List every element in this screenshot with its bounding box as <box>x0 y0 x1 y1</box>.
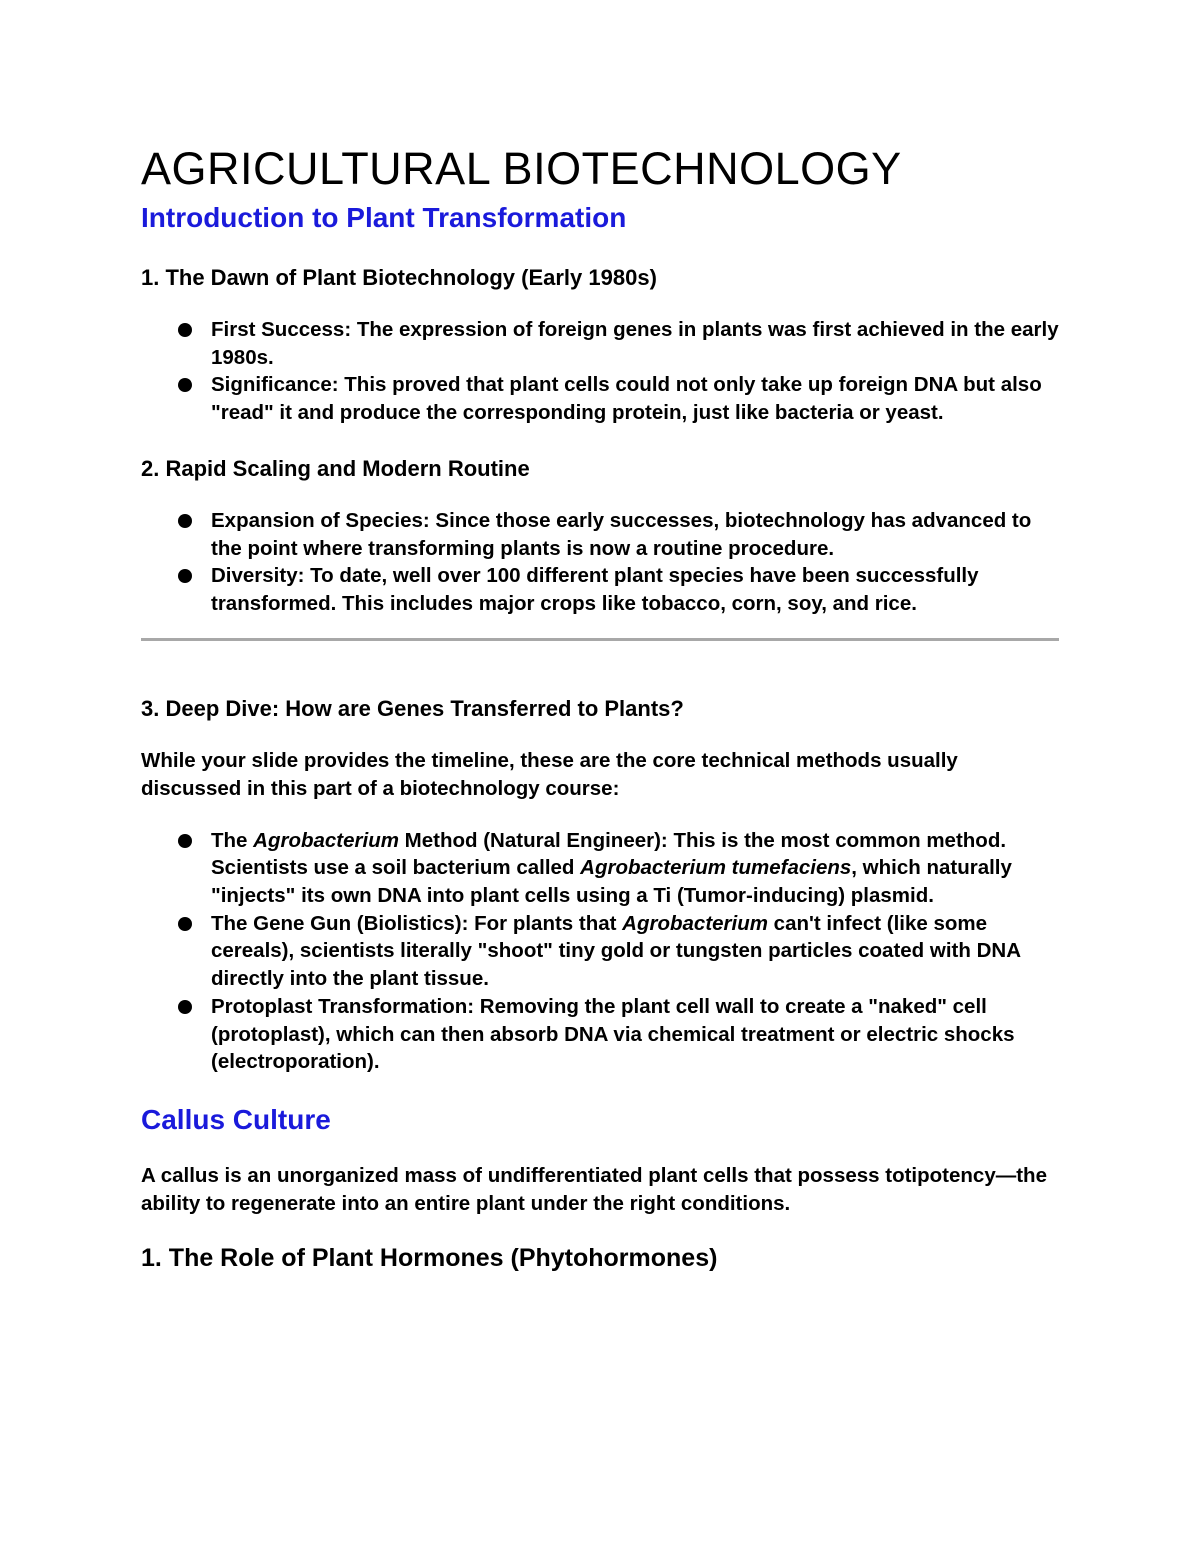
list-item-text: Diversity: To date, well over 100 different plant species have been successfully transformed. This includes major crops like tobacco, corn, soy, and rice. <box>211 564 979 615</box>
list-item <box>141 371 1059 426</box>
section1-heading: 1. The Dawn of Plant Biotechnology (Early 1980s) <box>141 265 657 290</box>
bullet-icon <box>178 917 192 931</box>
section3-bullet-list <box>141 827 1059 1076</box>
bullet-icon <box>178 378 192 392</box>
document-title: AGRICULTURAL BIOTECHNOLOGY <box>141 143 902 194</box>
document-page <box>141 140 1059 1272</box>
section2-bullet-list <box>141 507 1059 618</box>
list-item-text: The Gene Gun (Biolistics): For plants that Agrobacterium can't infect (like some cereals), scientists literally "shoot" tiny gold or tungsten particles coated with DNA directly into the plant tissue. <box>211 911 1021 991</box>
list-item-text: The Agrobacterium Method (Natural Engineer): This is the most common method. Scientists use a soil bacterium called Agrobacterium tumefaciens, which naturally "injects" its own DNA into plant cells using a Ti (Tumor-inducing) plasmid. <box>211 828 1012 908</box>
list-item-text: Expansion of Species: Since those early successes, biotechnology has advanced to the point where transforming plants is now a routine procedure. <box>211 508 1032 560</box>
bullet-icon <box>178 1000 192 1014</box>
list-item <box>141 507 1059 562</box>
list-item-text: First Success: The expression of foreign genes in plants was first achieved in the early 1980s. <box>211 318 1059 369</box>
bullet-icon <box>178 569 192 583</box>
bullet-icon <box>178 514 192 528</box>
bullet-icon <box>178 834 192 848</box>
bullet-icon <box>178 323 192 337</box>
section2-heading: 2. Rapid Scaling and Modern Routine <box>141 455 530 481</box>
section1-bullet-list <box>141 316 1059 427</box>
callus-heading: Callus Culture <box>141 1103 331 1135</box>
list-item <box>141 993 1059 1076</box>
section3-heading: 3. Deep Dive: How are Genes Transferred to Plants? <box>141 695 684 721</box>
list-item <box>141 562 1059 617</box>
callus-intro: A callus is an unorganized mass of undifferentiated plant cells that possess totipotency—the ability to regenerate into an entire plant under the right conditions. <box>141 1163 1047 1215</box>
callus-subheading: 1. The Role of Plant Hormones (Phytohormones) <box>141 1243 718 1272</box>
list-item-text: Protoplast Transformation: Removing the plant cell wall to create a "naked" cell (protoplast), which can then absorb DNA via chemical treatment or electric shocks (electroporation). <box>211 994 1015 1074</box>
list-item <box>141 827 1059 910</box>
intro-heading: Introduction to Plant Transformation <box>141 202 627 233</box>
list-item-text: Significance: This proved that plant cells could not only take up foreign DNA but also "read" it and produce the corresponding protein, just like bacteria or yeast. <box>211 373 1042 425</box>
list-item <box>141 910 1059 993</box>
section3-intro: While your slide provides the timeline, these are the core technical methods usually discussed in this part of a biotechnology course: <box>141 748 958 800</box>
list-item <box>141 316 1059 371</box>
horizontal-divider <box>141 638 1059 641</box>
